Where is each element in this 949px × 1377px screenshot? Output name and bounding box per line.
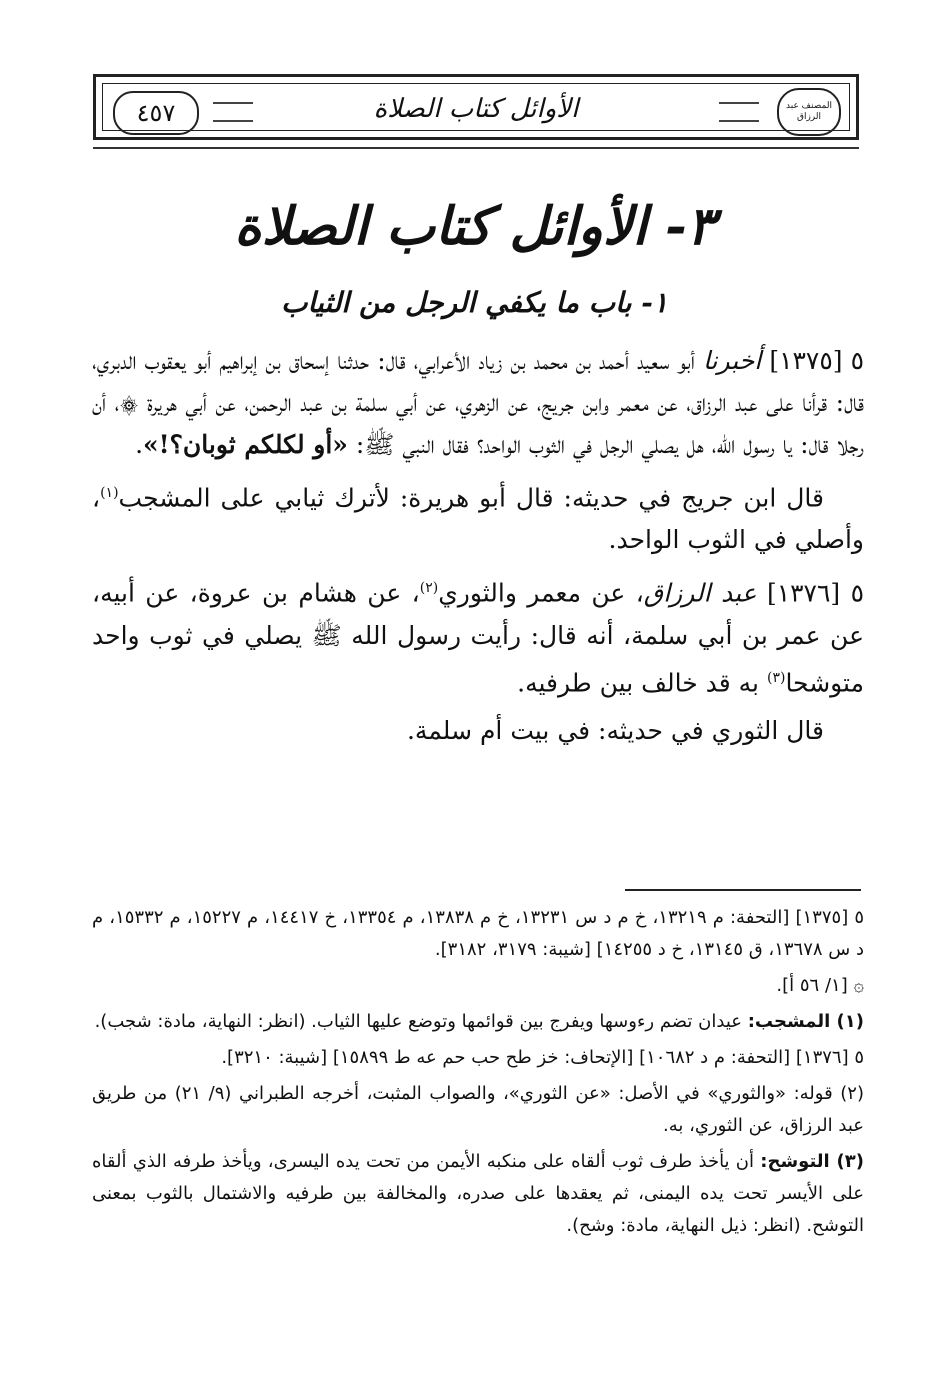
footnote-ref-2[interactable]: (٢) bbox=[419, 580, 439, 597]
footnote-1 bbox=[92, 1006, 864, 1038]
commentary-text: قال الثوري في حديثه: في بيت أم سلمة. bbox=[406, 715, 824, 745]
footnote-3-text: أن يأخذ طرف ثوب ألقاه على منكبه الأيمن من تحت يده اليسرى، ويأخذ طرفه الذي ألقاه على الأيسر تحت يده اليمنى، ثم يعقدها على صدره، والمخالفة بين طرفيه والاشتمال بالثوب بمعنى التوشح. (انظر: ذيل النهاية، مادة: وشح). bbox=[92, 1151, 864, 1236]
header-rule bbox=[93, 147, 859, 149]
footnote-ref-3[interactable]: (٣) bbox=[766, 669, 786, 686]
footnote-3-label: (٣) التوشح: bbox=[760, 1151, 864, 1172]
hadith-1376 bbox=[92, 567, 864, 704]
footnote-divider bbox=[625, 889, 861, 891]
footnote-ref-1[interactable]: (١) bbox=[100, 485, 119, 501]
chapter-title: ٣- الأوائل كتاب الصلاة bbox=[234, 196, 715, 257]
narration-verb: أخبرنا bbox=[702, 346, 762, 375]
ornament-left bbox=[213, 102, 253, 122]
ornament-right bbox=[719, 102, 759, 122]
commentary-ibn-jurayj bbox=[92, 472, 864, 561]
commentary-thawri bbox=[92, 710, 864, 752]
hadith-text-2: ، عن هشام بن عروة، عن أبيه، عن عمر بن أبي سلمة، أنه قال: رأيت رسول الله ﷺ يصلي في ثوب واحد متوشحا bbox=[92, 578, 864, 697]
hadith-number: ٥ [١٣٧٥] bbox=[769, 346, 865, 375]
hadith-number: ٥ [١٣٧٦] bbox=[766, 578, 864, 608]
commentary-text: قال ابن جريج في حديثه: قال أبو هريرة: لأترك ثيابي على المشجب bbox=[118, 483, 824, 513]
hadith-text: ، عن معمر والثوري bbox=[438, 578, 644, 608]
prophet-quote: «أو لكلكم ثوبان؟!» bbox=[143, 430, 348, 459]
hadith-end: . bbox=[135, 430, 144, 459]
running-title: الأوائل كتاب الصلاة bbox=[373, 94, 579, 124]
footnote-3 bbox=[92, 1146, 864, 1242]
narrator-name: عبد الرزاق bbox=[643, 578, 757, 608]
main-text bbox=[92, 340, 864, 758]
book-logo bbox=[777, 88, 841, 136]
hadith-text-3: به قد خالف بين طرفيه. bbox=[517, 667, 767, 697]
footnote-1-text: عيدان تضم رءوسها ويفرج بين قوائمها وتوضع عليها الثياب. (انظر: النهاية، مادة: شجب). bbox=[94, 1011, 742, 1032]
footnote-folio: ۞ [١/ ٥٦ أ]. bbox=[776, 975, 864, 996]
header-inner-frame bbox=[102, 83, 850, 131]
running-header bbox=[93, 74, 859, 140]
commentary-text-end: ، وأصلي في الثوب الواحد. bbox=[92, 483, 864, 555]
page-number: ٤٥٧ bbox=[113, 91, 199, 135]
section-title: ١- باب ما يكفي الرجل من الثياب bbox=[281, 286, 668, 319]
footnote-2: (٢) قوله: «والثوري» في الأصل: «عن الثوري»، والصواب المثبت، أخرجه الطبراني (٩/ ٢١) من طريق عبد الرزاق، عن الثوري، به. bbox=[92, 1083, 864, 1136]
hadith-text: أبو سعيد أحمد بن محمد بن زياد الأعرابي، قال: حدثنا إسحاق بن إبراهيم أبو يعقوب الدبري، قال: قرأنا على عبد الرزاق، عن معمر وابن جريج، عن الزهري، عن أبي سلمة بن عبد الرحمن، عن أبي هريرة ۞، أن رجلا قال: يا رسول الله، هل يصلي الرجل في الثوب الواحد؟ فقال النبي ﷺ: bbox=[92, 346, 864, 459]
footnote-1-label: (١) المشجب: bbox=[747, 1011, 864, 1032]
hadith-1375 bbox=[92, 340, 864, 466]
footnotes bbox=[92, 902, 864, 1246]
footnote-takhrij-1376: ٥ [١٣٧٦] [التحفة: م د ١٠٦٨٢] [الإتحاف: خز طح حب حم عه ط ١٥٨٩٩] [شيبة: ٣٢١٠]. bbox=[221, 1047, 864, 1068]
footnote-takhrij-1375: ٥ [١٣٧٥] [التحفة: م ١٣٢١٩، خ م د س ١٣٢٣١، خ م ١٣٨٣٨، م ١٣٣٥٤، خ ١٤٤١٧، م ١٥٢٢٧، م ١٥٣٣٢، م د س ١٣٦٧٨، ق ١٣١٤٥، خ د ١٤٢٥٥] [شيبة: ٣١٧٩، ٣١٨٢]. bbox=[92, 907, 864, 960]
logo-text: المصنف عبد الرزاق bbox=[786, 101, 832, 122]
